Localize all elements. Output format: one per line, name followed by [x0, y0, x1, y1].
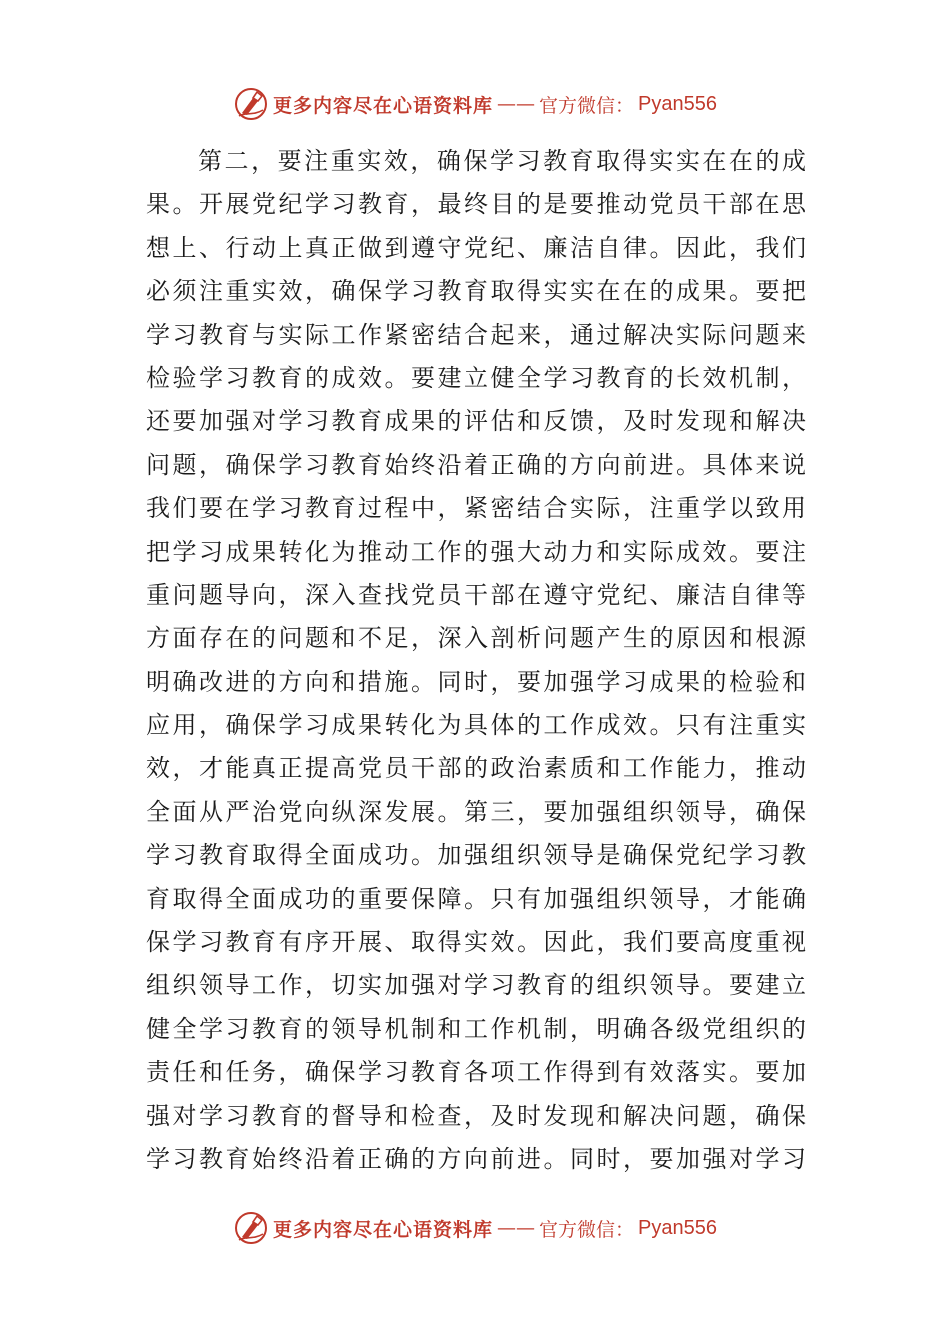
text-line: 重问题导向，深入查找党员干部在遵守党纪、廉洁自律等 — [146, 580, 806, 609]
text-line: 健全学习教育的领导机制和工作机制，明确各级党组织的 — [146, 1014, 806, 1043]
footer-watermark — [0, 1208, 950, 1248]
text-line: 学习教育取得全面成功。加强组织领导是确保党纪学习教 — [146, 841, 806, 870]
text-line: 应用，确保学习成果转化为具体的工作成效。只有注重实 — [146, 711, 806, 740]
pen-nib-logo-icon — [233, 86, 269, 122]
text-line: 责任和任务，确保学习教育各项工作得到有效落实。要加 — [146, 1058, 806, 1087]
body-paragraph — [146, 140, 806, 1181]
text-line: 明确改进的方向和措施。同时，要加强学习成果的检验和 — [146, 667, 806, 696]
watermark-brand: 更多内容尽在心语资料库 — [273, 1218, 494, 1241]
text-line: 学习教育与实际工作紧密结合起来，通过解决实际问题来 — [146, 320, 806, 349]
text-line: 问题，确保学习教育始终沿着正确的方向前进。具体来说 — [146, 450, 806, 479]
text-line: 全面从严治党向纵深发展。第三，要加强组织领导，确保 — [146, 797, 806, 826]
header-watermark — [0, 84, 950, 124]
text-line: 方面存在的问题和不足，深入剖析问题产生的原因和根源 — [146, 624, 806, 653]
watermark-wechat-id: Pyan556 — [638, 92, 717, 115]
text-line: 想上、行动上真正做到遵守党纪、廉洁自律。因此，我们 — [146, 233, 806, 262]
text-line: 学习教育始终沿着正确的方向前进。同时，要加强对学习 — [146, 1144, 806, 1173]
watermark-separator: —— — [497, 1217, 536, 1239]
text-line: 组织领导工作，切实加强对学习教育的组织领导。要建立 — [146, 971, 806, 1000]
text-line: 还要加强对学习教育成果的评估和反馈，及时发现和解决 — [146, 407, 806, 436]
text-line: 把学习成果转化为推动工作的强大动力和实际成效。要注 — [146, 537, 806, 566]
text-line: 检验学习教育的成效。要建立健全学习教育的长效机制， — [146, 363, 806, 392]
text-line: 我们要在学习教育过程中，紧密结合实际，注重学以致用 — [146, 494, 806, 523]
text-line: 保学习教育有序开展、取得实效。因此，我们要高度重视 — [146, 928, 806, 957]
text-line: 必须注重实效，确保学习教育取得实实在在的成果。要把 — [146, 277, 806, 306]
watermark-separator: —— — [497, 93, 536, 115]
text-line: 第二，要注重实效，确保学习教育取得实实在在的成 — [198, 147, 806, 175]
text-line: 果。开展党纪学习教育，最终目的是要推动党员干部在思 — [146, 190, 806, 219]
text-line: 育取得全面成功的重要保障。只有加强组织领导，才能确 — [146, 884, 806, 913]
pen-nib-logo-icon — [233, 1210, 269, 1246]
watermark-brand: 更多内容尽在心语资料库 — [273, 94, 494, 117]
watermark-label: 官方微信： — [539, 1218, 635, 1241]
watermark-label: 官方微信： — [539, 94, 635, 117]
watermark-wechat-id: Pyan556 — [638, 1216, 717, 1239]
text-line: 强对学习教育的督导和检查，及时发现和解决问题，确保 — [146, 1101, 806, 1130]
text-line: 效，才能真正提高党员干部的政治素质和工作能力，推动 — [146, 754, 806, 783]
